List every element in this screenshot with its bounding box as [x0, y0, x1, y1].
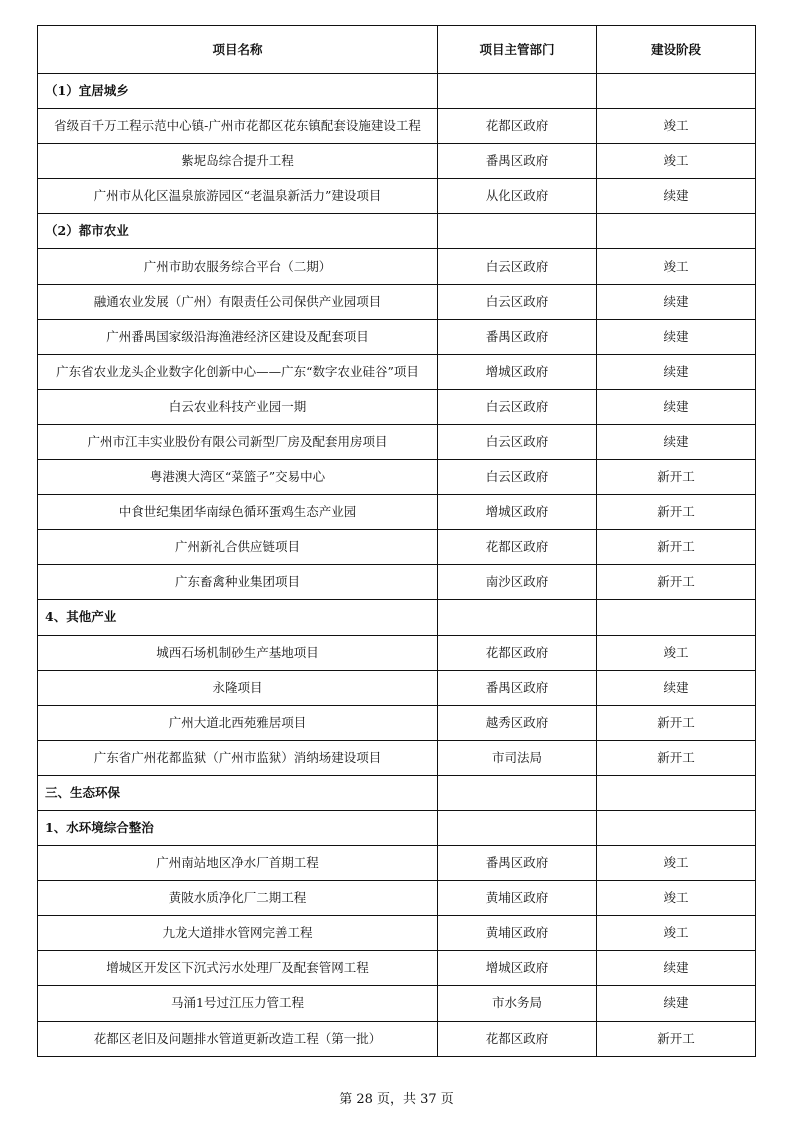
department-cell: 番禺区政府 — [438, 319, 597, 354]
stage-cell: 续建 — [597, 986, 756, 1021]
department-cell: 从化区政府 — [438, 179, 597, 214]
project-name-cell: 九龙大道排水管网完善工程 — [38, 916, 438, 951]
table-row — [38, 635, 756, 670]
department-cell: 黄埔区政府 — [438, 881, 597, 916]
stage-cell — [597, 600, 756, 635]
project-name-cell: 省级百千万工程示范中心镇-广州市花都区花东镇配套设施建设工程 — [38, 109, 438, 144]
stage-cell — [597, 810, 756, 845]
department-cell: 花都区政府 — [438, 530, 597, 565]
stage-cell: 续建 — [597, 284, 756, 319]
table-body — [38, 74, 756, 1057]
department-cell — [438, 775, 597, 810]
department-cell: 番禺区政府 — [438, 144, 597, 179]
department-cell: 白云区政府 — [438, 284, 597, 319]
stage-cell: 竣工 — [597, 635, 756, 670]
section-row — [38, 775, 756, 810]
stage-cell: 续建 — [597, 319, 756, 354]
project-name-cell: 永隆项目 — [38, 670, 438, 705]
header-stage: 建设阶段 — [597, 26, 756, 74]
section-title: 1、水环境综合整治 — [38, 810, 438, 845]
table-header-row — [38, 26, 756, 74]
project-name-cell: 粤港澳大湾区“菜篮子”交易中心 — [38, 460, 438, 495]
section-row — [38, 214, 756, 249]
department-cell: 黄埔区政府 — [438, 916, 597, 951]
table-row — [38, 424, 756, 459]
stage-cell: 续建 — [597, 354, 756, 389]
table-row — [38, 951, 756, 986]
stage-cell: 续建 — [597, 951, 756, 986]
header-department: 项目主管部门 — [438, 26, 597, 74]
table-row — [38, 460, 756, 495]
section-title: 三、生态环保 — [38, 775, 438, 810]
stage-cell: 新开工 — [597, 530, 756, 565]
project-name-cell: 增城区开发区下沉式污水处理厂及配套管网工程 — [38, 951, 438, 986]
project-name-cell: 黄陂水质净化厂二期工程 — [38, 881, 438, 916]
project-name-cell: 广州市助农服务综合平台（二期） — [38, 249, 438, 284]
table-row — [38, 916, 756, 951]
stage-cell — [597, 775, 756, 810]
department-cell: 白云区政府 — [438, 389, 597, 424]
section-title: （1）宜居城乡 — [38, 74, 438, 109]
stage-cell: 竣工 — [597, 881, 756, 916]
stage-cell: 续建 — [597, 179, 756, 214]
project-name-cell: 广东省广州花都监狱（广州市监狱）消纳场建设项目 — [38, 740, 438, 775]
page-number: 第 28 页，共 37 页 — [339, 1092, 454, 1107]
table-row — [38, 705, 756, 740]
stage-cell: 竣工 — [597, 249, 756, 284]
stage-cell: 续建 — [597, 670, 756, 705]
stage-cell: 竣工 — [597, 846, 756, 881]
project-name-cell: 广东畜禽种业集团项目 — [38, 565, 438, 600]
department-cell: 花都区政府 — [438, 635, 597, 670]
table-row — [38, 354, 756, 389]
department-cell: 花都区政府 — [438, 109, 597, 144]
table-row — [38, 670, 756, 705]
department-cell: 增城区政府 — [438, 951, 597, 986]
stage-cell: 续建 — [597, 424, 756, 459]
department-cell: 白云区政府 — [438, 424, 597, 459]
stage-cell: 新开工 — [597, 460, 756, 495]
project-name-cell: 广州大道北西苑雅居项目 — [38, 705, 438, 740]
section-title: 4、其他产业 — [38, 600, 438, 635]
project-name-cell: 白云农业科技产业园一期 — [38, 389, 438, 424]
project-name-cell: 紫坭岛综合提升工程 — [38, 144, 438, 179]
department-cell: 番禺区政府 — [438, 670, 597, 705]
stage-cell: 新开工 — [597, 565, 756, 600]
department-cell — [438, 214, 597, 249]
project-name-cell: 广州南站地区净水厂首期工程 — [38, 846, 438, 881]
stage-cell — [597, 74, 756, 109]
table-row — [38, 249, 756, 284]
department-cell — [438, 810, 597, 845]
table-row — [38, 495, 756, 530]
project-name-cell: 马涌1号过江压力管工程 — [38, 986, 438, 1021]
project-name-cell: 广东省农业龙头企业数字化创新中心——广东“数字农业硅谷”项目 — [38, 354, 438, 389]
stage-cell: 续建 — [597, 389, 756, 424]
section-row — [38, 600, 756, 635]
stage-cell: 竣工 — [597, 109, 756, 144]
department-cell: 市司法局 — [438, 740, 597, 775]
department-cell: 市水务局 — [438, 986, 597, 1021]
header-project-name: 项目名称 — [38, 26, 438, 74]
section-title: （2）都市农业 — [38, 214, 438, 249]
table-row — [38, 565, 756, 600]
department-cell — [438, 600, 597, 635]
project-name-cell: 花都区老旧及问题排水管道更新改造工程（第一批） — [38, 1021, 438, 1056]
table-row — [38, 846, 756, 881]
table-row — [38, 389, 756, 424]
project-name-cell: 融通农业发展（广州）有限责任公司保供产业园项目 — [38, 284, 438, 319]
table-row — [38, 881, 756, 916]
department-cell: 白云区政府 — [438, 249, 597, 284]
table-row — [38, 179, 756, 214]
table-row — [38, 319, 756, 354]
section-row — [38, 74, 756, 109]
table-row — [38, 1021, 756, 1056]
stage-cell — [597, 214, 756, 249]
table-row — [38, 109, 756, 144]
project-name-cell: 城西石场机制砂生产基地项目 — [38, 635, 438, 670]
project-name-cell: 广州市从化区温泉旅游园区“老温泉新活力”建设项目 — [38, 179, 438, 214]
section-row — [38, 810, 756, 845]
table-row — [38, 284, 756, 319]
table-row — [38, 740, 756, 775]
project-name-cell: 广州番禺国家级沿海渔港经济区建设及配套项目 — [38, 319, 438, 354]
table-row — [38, 986, 756, 1021]
department-cell: 增城区政府 — [438, 354, 597, 389]
department-cell: 白云区政府 — [438, 460, 597, 495]
table-row — [38, 144, 756, 179]
stage-cell: 新开工 — [597, 495, 756, 530]
project-name-cell: 广州市江丰实业股份有限公司新型厂房及配套用房项目 — [38, 424, 438, 459]
department-cell: 增城区政府 — [438, 495, 597, 530]
project-table — [37, 25, 756, 1057]
project-name-cell: 广州新礼合供应链项目 — [38, 530, 438, 565]
department-cell: 番禺区政府 — [438, 846, 597, 881]
department-cell — [438, 74, 597, 109]
stage-cell: 新开工 — [597, 1021, 756, 1056]
table-row — [38, 530, 756, 565]
stage-cell: 竣工 — [597, 144, 756, 179]
department-cell: 越秀区政府 — [438, 705, 597, 740]
project-name-cell: 中食世纪集团华南绿色循环蛋鸡生态产业园 — [38, 495, 438, 530]
stage-cell: 新开工 — [597, 740, 756, 775]
stage-cell: 新开工 — [597, 705, 756, 740]
stage-cell: 竣工 — [597, 916, 756, 951]
department-cell: 花都区政府 — [438, 1021, 597, 1056]
department-cell: 南沙区政府 — [438, 565, 597, 600]
